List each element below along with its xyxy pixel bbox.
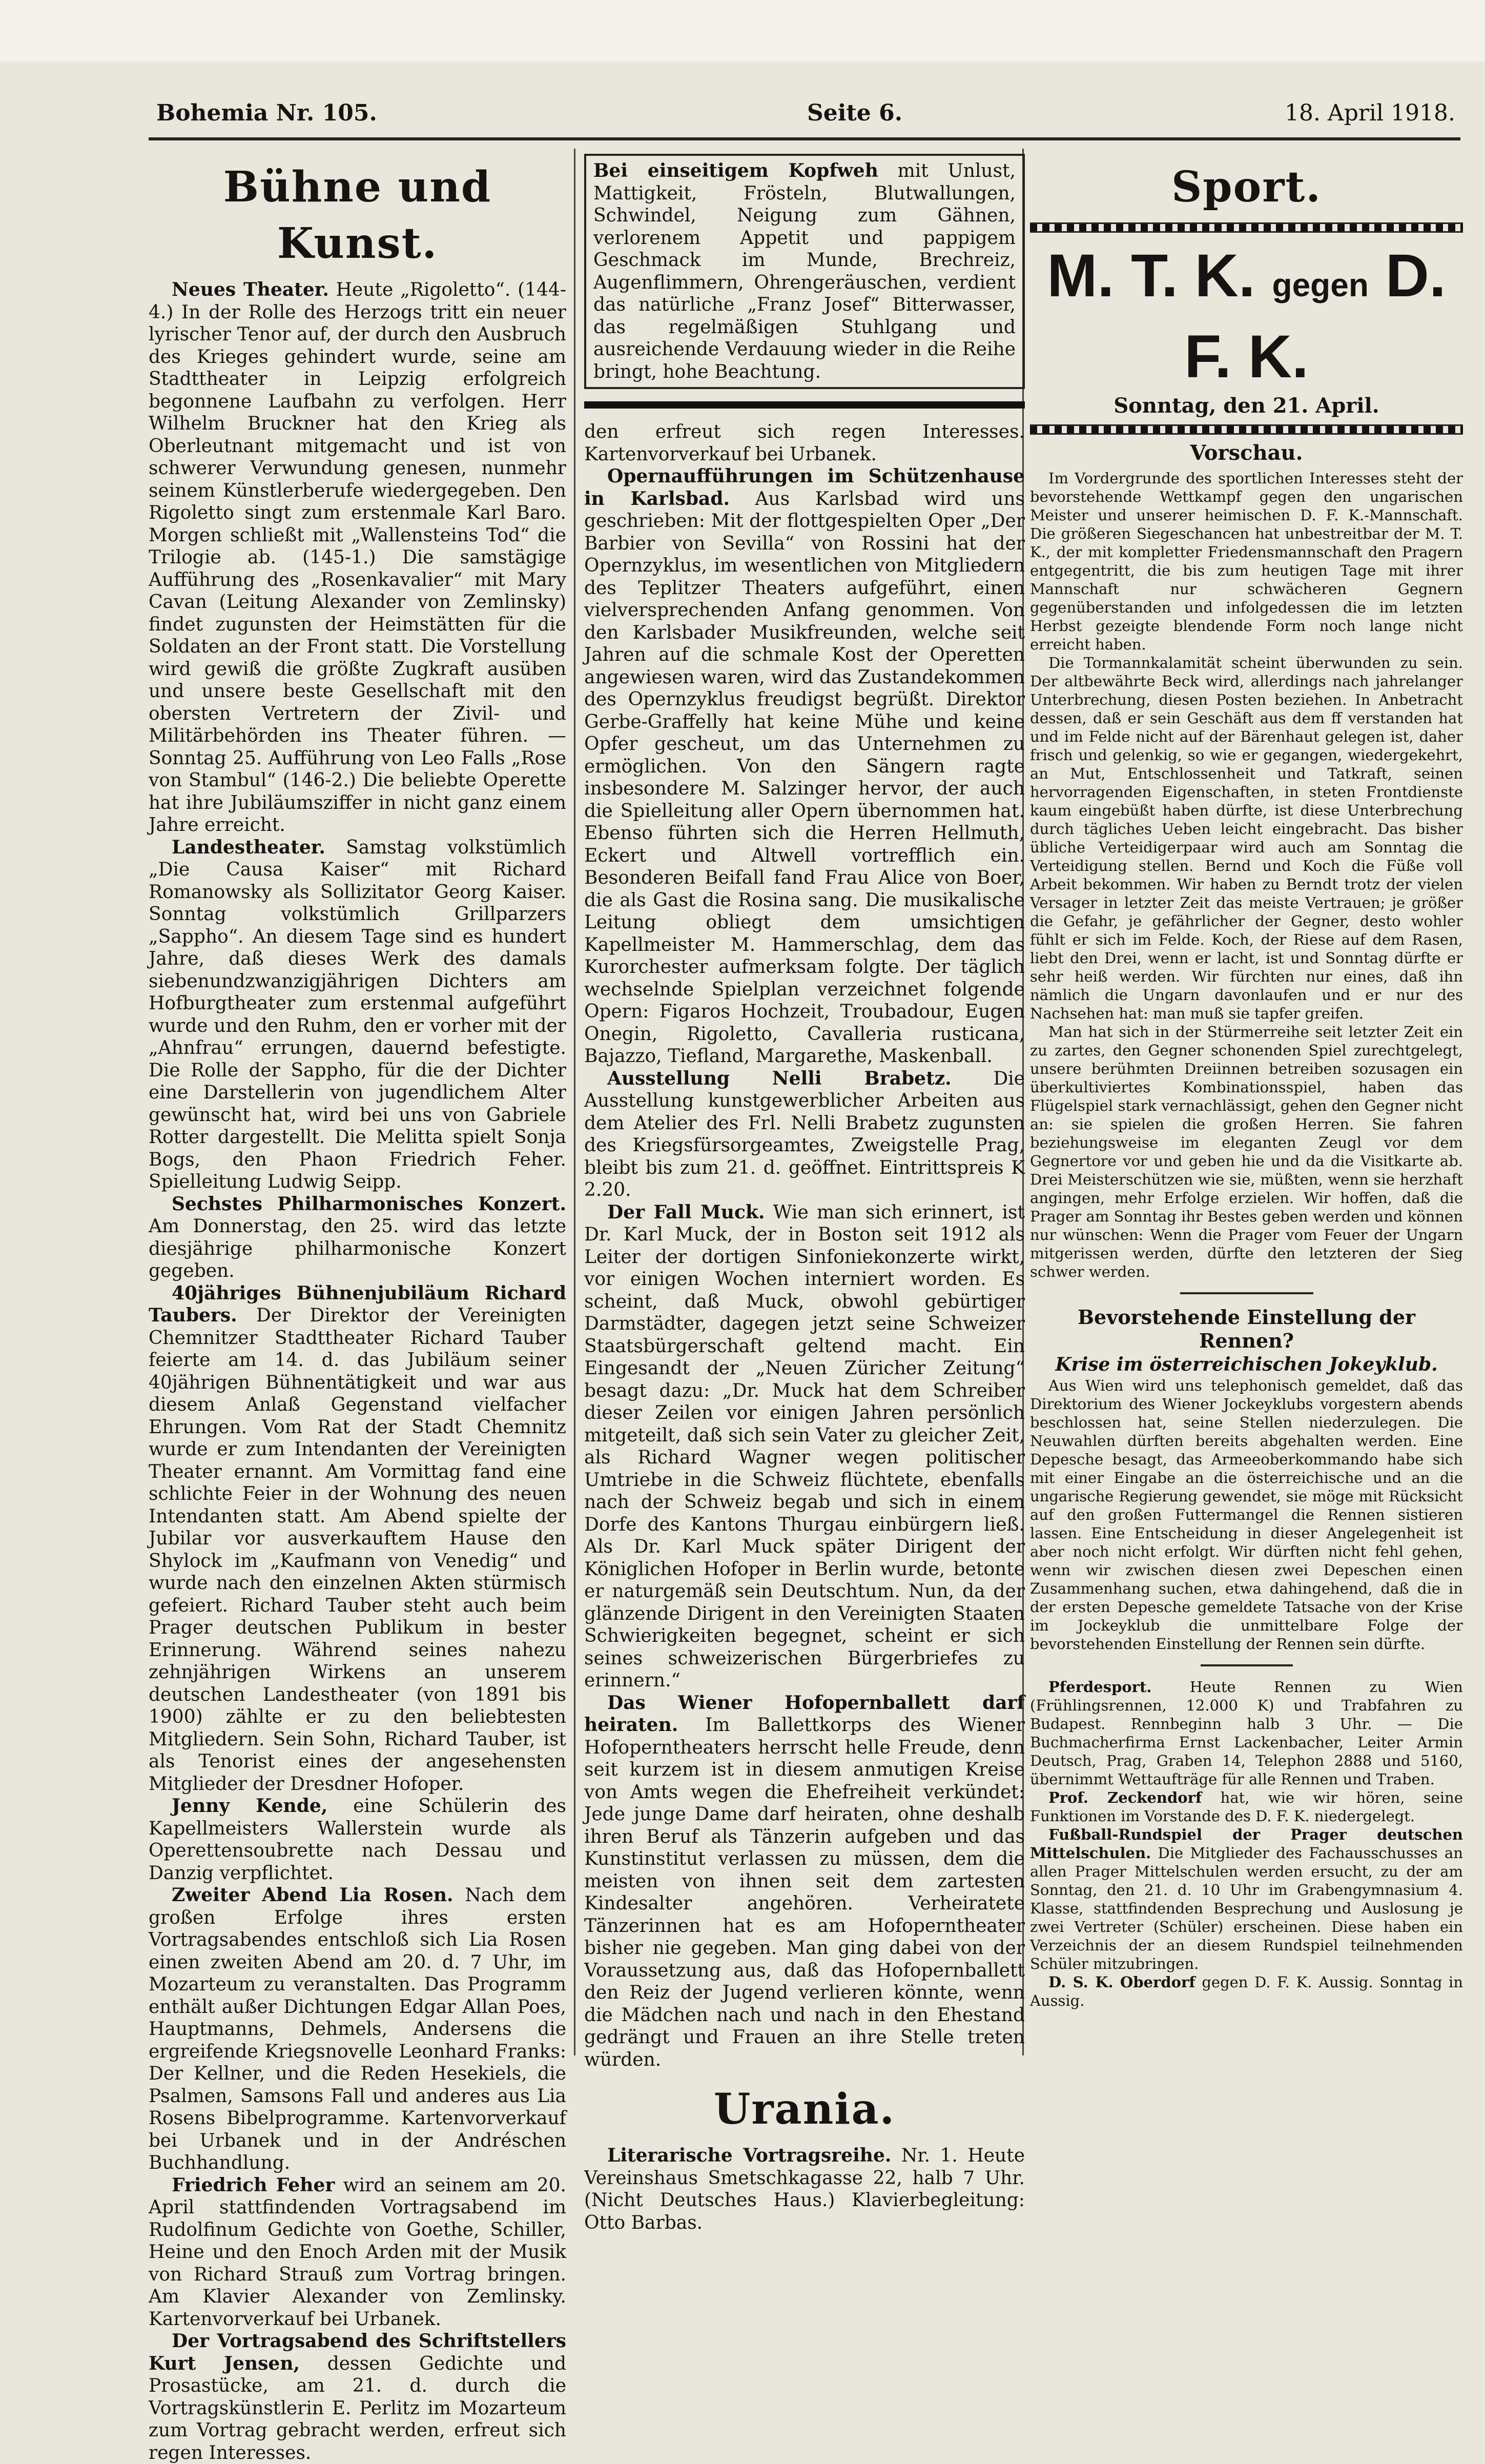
team-away: D. F. K. bbox=[1184, 242, 1446, 391]
note bbox=[1030, 1678, 1463, 1788]
page-header bbox=[156, 100, 1455, 136]
preview-text bbox=[1030, 469, 1463, 1281]
paragraph: Die Tormannkalamität scheint überwunden zu sein. Der altbewährte Beck wird, allerdings nach jahrelanger Unterbrechung, diesen Posten beziehen. In Anbetracht dessen, daß er sein Geschäft aus dem ff verstanden hat und im Felde nicht auf der Bärenhaut gelegen ist, daher frisch und gelenkig, so wie er gegangen, wiedergekehrt, an Mut, Entschlossenheit und Tatkraft, seinen hervorragenden Eigenschaften, in steten Frontdienste kaum eingebüßt haben dürfte, ist diese Unterbrechung durch tägliches Ueben leicht eingebracht. Das bisher übliche Verteidigerpaar wird auch am Sonntag die Verteidigung stellen. Bernd und Koch die Füße voll Arbeit bekommen. Wir haben zu Berndt trotz der vielen Versager in letzter Zeit das meiste Vertrauen; je größer die Gefahr, je gefährlicher der Gegner, desto wohler fühlt er sich im Felde. Koch, der Riese auf dem Rasen, liebt den Drei, wenn er lacht, ist und Sonntag dürfte er sehr heiß werden. Wir fürchten nur eines, daß ihn nämlich die Ungarn davonlaufen und er nur des Nachsehen hat: man muß sie tapfer greifen. bbox=[1030, 654, 1463, 1022]
article-text: Heute „Rigoletto“. (144-4.) In der Rolle des Herzogs tritt ein neuer lyrischer Tenor auf, der durch den Ausbruch des Krieges gehindert wurde, seine am Stadttheater in Leipzig erfolgreich begonnene Laufbahn zu verfolgen. Herr Wilhelm Bruckner hat den Krieg als Oberleutnant mitgemacht und ist von schwerer Verwundung genesen, nunmehr seinem Künstlerberufe wiedergegeben. Den Rigoletto singt zum erstenmale Karl Baro. Morgen schließt mit „Wallensteins Tod“ die Trilogie ab. (145-1.) Die samstägige Aufführung des „Rosenkavalier“ mit Mary Cavan (Leitung Alexander von Zemlinsky) findet zugunsten der Heimstätten für die Soldaten an der Front statt. Die Vorstellung wird gewiß die größte Zugkraft ausüben und unsere beste Gesellschaft mit den obersten Vertretern der Zivil- und Militärbehörden ins Theater führen. — Sonntag 25. Aufführung von Leo Falls „Rose von Stambul“ (146-2.) Die beliebte Operette hat ihre Jubiläumsziffer in nicht ganz einem Jahre erreicht. bbox=[149, 279, 566, 836]
article-title: Bevorstehende Einstellung der Rennen? bbox=[1077, 1306, 1416, 1352]
article-heading: Friedrich Feher bbox=[172, 2174, 335, 2196]
article-subtitle: Krise im österreichischen Jokeyklub. bbox=[1055, 1354, 1438, 1375]
ad-text: mit Unlust, Mattigkeit, Frösteln, Blutwallungen, Schwindel, Neigung zum Gähnen, verlorenem Appetit und pappigem Geschmack im Munde, Brechreiz, Augenflimmern, Ohrengeräuschen, verdient das natürliche „Franz Josef“ Bitterwasser, das regelmäßigen Stuhlgang und ausreichende Verdauung wieder in die Reihe bringt, hohe Beachtung. bbox=[593, 160, 1016, 382]
article bbox=[584, 1202, 1025, 1692]
versus-label: gegen bbox=[1272, 267, 1369, 303]
note-heading: Fußball-Rundspiel der Prager deutschen Mittelschulen. bbox=[1030, 1826, 1463, 1862]
header-page-number: Seite 6. bbox=[807, 100, 903, 126]
article-text: Aus Karlsbad wird uns geschrieben: Mit der flottgespielten Oper „Der Barbier von Sevilla“ von Rossini hat der Opernzyklus, im wesentlichen von Mitgliedern des Teplitzer Theaters aufgeführt, einen vielversprechenden Anfang genommen. Von den Karlsbader Musikfreunden, welche seit Jahren auf die schmale Kost der Operetten angewiesen waren, wird das Zustandekommen des Opernzyklus freudigst begrüßt. Direktor Gerbe-Graffelly hat keine Mühe und keine Opfer gescheut, um das Unternehmen zu ermöglichen. Von den Sängern ragte insbesondere M. Salzinger hervor, der auch die Spielleitung aller Opern übernommen hat. Ebenso führten sich die Herren Hellmuth, Eckert und Altwell vortrefflich ein. Besonderen Beifall fand Frau Alice von Boer, die als Gast die Rosina sang. Die musikalische Leitung obliegt dem umsichtigen Kapellmeister M. Hammerschlag, dem das Kurorchester aufmerksam folgte. Der täglich wechselnde Spielplan verzeichnet folgende Opern: Figaros Hochzeit, Troubadour, Eugen Onegin, Rigoletto, Cavalleria rusticana, Bajazzo, Tiefland, Margarethe, Maskenball. bbox=[584, 488, 1025, 1067]
note-text: gegen D. F. K. Aussig. Sonntag in Aussig. bbox=[1030, 1973, 1463, 2009]
article-heading: Das Wiener Hofopernballett darf heiraten. bbox=[584, 1692, 1025, 1736]
article bbox=[149, 837, 566, 1193]
ornamental-rule bbox=[1030, 424, 1463, 435]
article bbox=[584, 465, 1025, 1068]
paragraph: Man hat sich in der Stürmerreihe seit letzter Zeit ein zu zartes, den Gegner schonenden Spiel zurechtgelegt, unsere berühmten Dreiinnen betreiben sozusagen ein überkultiviertes Kombinationsspiel, haben das Flügelspiel stark vernachlässigt, gehen den Gegner nicht an: sie spielen die großen Herren. Sie fahren beziehungsweise im eleganten Zeugl vor dem Gegnertore vor und geben hie und da die Visitkarte ab. Drei Meisterschützen wie sie, müßten, wenn sie herzhaft angingen, mehr Erfolge erzielen. Wir hoffen, daß die Prager am Sonntag ihr Bestes geben werden und können nur wünschen: Wenn die Prager vom Feuer der Ungarn mitgerissen werden, dürfte den letzteren der Sieg schwer werden. bbox=[1030, 1023, 1463, 1280]
header-rule bbox=[149, 137, 1460, 140]
divider bbox=[1201, 1664, 1293, 1666]
article bbox=[149, 1795, 566, 1884]
match-announcement bbox=[1030, 240, 1463, 393]
note bbox=[1030, 1825, 1463, 1973]
section-title: Bühne und Kunst. bbox=[223, 162, 492, 268]
article-text: Nach dem großen Erfolge ihres ersten Vortragsabendes entschloß sich Lia Rosen einen zweiten Abend am 20. d. 7 Uhr, im Mozarteum zu veranstalten. Das Programm enthält außer Dichtungen Edgar Allan Poes, Hauptmanns, Dehmels, Andersens die ergreifende Kriegsnovelle Leonhard Franks: Der Kellner, und die Reden Hesekiels, die Psalmen, Samsons Fall und anderes aus Lia Rosens Bibelprogramme. Kartenvorverkauf bei Urbanek und in der Andréschen Buchhandlung. bbox=[149, 1885, 566, 2173]
article-text: Im Ballettkorps des Wiener Hofoperntheaters herrscht helle Freude, denn seit kurzem ist in diesem anmutigen Kreise von Amts wegen die Ehefreiheit verkündet: Jede junge Dame darf heiraten, ohne deshalb ihren Beruf als Tänzerin aufgeben und das Kunstinstitut verlassen zu müssen, dem die meisten von ihnen seit dem zartesten Kindesalter angehören. Verheiratete Tänzerinnen hat es am Hofoperntheater bisher nie gegeben. Man ging dabei von der Voraussetzung aus, daß das Hofopernballett den Reiz der Jugend verlieren könnte, wenn die Mädchen nach und nach in den Ehestand gedrängt und Frauen an ihre Stelle treten würden. bbox=[584, 1715, 1025, 2070]
article-heading: Ausstellung Nelli Brabetz. bbox=[607, 1067, 952, 1089]
ad-heading: Bei einseitigem Kopfweh bbox=[593, 160, 878, 181]
article-body bbox=[1030, 1376, 1463, 1653]
article bbox=[149, 1193, 566, 1282]
article bbox=[149, 2330, 566, 2464]
article-text: eine Schülerin des Kapellmeisters Wallerstein wurde als Operettensoubrette nach Dessau und Danzig verpflichtet. bbox=[149, 1796, 566, 1884]
column-divider bbox=[574, 149, 575, 2055]
article-heading: Der Vortragsabend des Schriftstellers Kurt Jensen, bbox=[149, 2330, 566, 2374]
article-heading: Landestheater. bbox=[172, 836, 325, 858]
note-text: Heute Rennen zu Wien (Frühlingsrennen, 12.000 K) und Trabfahren zu Budapest. Rennbeginn halb 3 Uhr. — Die Buchmacherfirma Ernst Lackenbacher, Leiter Armin Deutsch, Prag, Graben 14, Telephon 2888 und 5160, übernimmt Wettaufträge für alle Rennen und Traben. bbox=[1030, 1678, 1463, 1788]
column-middle bbox=[584, 149, 1025, 2233]
note-text: hat, wie wir hören, seine Funktionen im Vorstande des D. F. K. niedergelegt. bbox=[1030, 1789, 1463, 1825]
short-notes bbox=[1030, 1678, 1463, 2010]
article-text: Samstag volkstümlich „Die Causa Kaiser“ mit Richard Romanowsky als Sollizitator Georg Kaiser. Sonntag volkstümlich Grillparzers „Sappho“. An diesem Tage sind es hundert Jahre, daß dieses Werk des damals siebenundzwanzigjährigen Dichters am Hofburgtheater zum erstenmal aufgeführt wurde und den Ruhm, den er vorher mit der „Ahnfrau“ errungen, dauernd befestigte. Die Rolle der Sappho, für die der Dichter eine Darstellerin von jugendlichem Alter gewünscht hat, wird bei uns von Gabriele Rotter dargestellt. Die Melitta spielt Sonja Bogs, den Phaon Friedrich Feher. Spielleitung Ludwig Seipp. bbox=[149, 837, 566, 1192]
article-text: Am Donnerstag, den 25. wird das letzte diesjährige philharmonische Konzert gegeben. bbox=[149, 1216, 566, 1281]
article bbox=[584, 1692, 1025, 2071]
note bbox=[1030, 1788, 1463, 1825]
article-heading: Opernaufführungen im Schützenhause in Karlsbad. bbox=[584, 465, 1025, 510]
header-issue: Bohemia Nr. 105. bbox=[156, 100, 377, 126]
note bbox=[1030, 1973, 1463, 2010]
article bbox=[149, 279, 566, 837]
article-heading: Zweiter Abend Lia Rosen. bbox=[172, 1884, 453, 1906]
article-heading: Literarische Vortragsreihe. bbox=[607, 2145, 892, 2166]
article-text: Wie man sich erinnert, ist Dr. Karl Muck, der in Boston seit 1912 als Leiter der dortigen Sinfoniekonzerte wirkt, vor einigen Wochen interniert worden. Es scheint, daß Muck, obwohl gebürtiger Darmstädter, dagegen jetzt seine Schweizer Staatsbürgerschaft geltend macht. Ein Eingesandt der „Neuen Züricher Zeitung“ besagt dazu: „Dr. Muck hat dem Schreiber dieser Zeilen vor einigen Jahren persönlich mitgeteilt, daß sich sein Vater zu gleicher Zeit, als Richard Wagner wegen politischer Umtriebe in die Schweiz flüchtete, ebenfalls nach der Schweiz begab und sich in einem Dorfe des Kantons Thurgau einbürgern ließ. Als Dr. Karl Muck später Dirigent der Königlichen Hofoper in Berlin wurde, betonte er naturgemäß sein Deutschtum. Nun, da der glänzende Dirigent in den Vereinigten Staaten Schwierigkeiten begegnet, scheint er sich seines schweizerischen Bürgerbriefes zu erinnern.“ bbox=[584, 1202, 1025, 1691]
heavy-rule bbox=[584, 401, 1025, 409]
scan-margin bbox=[0, 0, 1485, 62]
paragraph: Aus Wien wird uns telephonisch gemeldet, daß das Direktorium des Wiener Jockeyklubs vorgestern abends beschlossen hat, seine Stellen niederzulegen. Die Neuwahlen dürften bereits abgehalten werden. Eine Depesche besagt, das Armeeoberkommando habe sich mit einer Eingabe an die österreichische und an die ungarische Regierung gewendet, sie möge mit Rücksicht auf den großen Futtermangel die Rennen sistieren lassen. Eine Entscheidung in dieser Angelegenheit ist aber noch nicht erfolgt. Wir dürften nicht fehl gehen, wenn wir zwischen diesen zwei Depeschen einen Zusammenhang suchen, etwa dahingehend, daß die in der ersten Depesche gemeldete Tatsache von der Krise im Jockeyklub die unmittelbare Folge der bevorstehenden Einstellung der Rennen sein dürfte. bbox=[1030, 1377, 1463, 1653]
article-heading: Der Fall Muck. bbox=[607, 1201, 765, 1223]
section-title: Sport. bbox=[1171, 162, 1322, 212]
note-heading: Prof. Zeckendorf bbox=[1048, 1789, 1202, 1806]
team-home: M. T. K. bbox=[1047, 242, 1255, 310]
article-heading: Sechstes Philharmonisches Konzert. bbox=[172, 1193, 566, 1215]
article bbox=[149, 2174, 566, 2331]
article-heading: Jenny Kende, bbox=[172, 1795, 328, 1817]
advertisement-box bbox=[584, 154, 1025, 389]
subsection-title: Vorschau. bbox=[1190, 440, 1303, 465]
note-heading: Pferdesport. bbox=[1048, 1678, 1152, 1696]
column-buehne-und-kunst bbox=[149, 149, 567, 2463]
article-heading: Neues Theater. bbox=[172, 279, 329, 300]
article-text: wird an seinem am 20. April stattfindenden Vortragsabend im Rudolfinum Gedichte von Goethe, Schiller, Heine und den Enoch Arden mit der Musik von Richard Strauß zum Vortrag bringen. Am Klavier Alexander von Zemlinsky. Kartenvorverkauf bei Urbanek. bbox=[149, 2174, 567, 2330]
note-heading: D. S. K. Oberdorf bbox=[1048, 1973, 1195, 1991]
divider bbox=[1180, 1292, 1313, 1294]
article bbox=[584, 2145, 1025, 2234]
note-text: Die Mitglieder des Fachausschusses an allen Prager Mittelschulen werden ersucht, zu der am Sonntag, den 21. d. 10 Uhr im Grabengymnasium 4. Klasse, stattfindenden Besprechung und Auslosung je zwei Vertreter (Schüler) erscheinen. Diese haben ein Verzeichnis der an diesem Rundspiel teilnehmenden Schüler mitzubringen. bbox=[1030, 1844, 1463, 1972]
article-text: dessen Gedichte und Prosastücke, am 21. d. durch die Vortragskünstlerin E. Perlitz im Mozarteum zum Vortrag gebracht werden, erfreut sich regen Interesses. bbox=[149, 2353, 566, 2463]
article bbox=[149, 1884, 566, 2174]
article bbox=[584, 1068, 1025, 1202]
paragraph: Im Vordergrunde des sportlichen Interesses steht der bevorstehende Wettkampf gegen den ungarischen Meister und unserer heimischen D. F. K.-Mannschaft. Die größeren Siegeschancen hat unbestreitbar der M. T. K., der mit kompletter Friedensmannschaft den Pragern entgegentritt, die bis zum heutigen Tage mit ihrer Mannschaft nur schwächeren Gegnern gegenüberstanden und infolgedessen die im letzten Herbst gezeigte blendende Form noch lange nicht erreicht haben. bbox=[1030, 470, 1463, 653]
article-heading: 40jähriges Bühnenjubiläum Richard Taubers. bbox=[149, 1282, 566, 1326]
header-date: 18. April 1918. bbox=[1284, 100, 1455, 126]
match-date: Sonntag, den 21. April. bbox=[1113, 394, 1379, 418]
ornamental-rule bbox=[1030, 222, 1463, 233]
article-text: Der Direktor der Vereinigten Chemnitzer Stadttheater Richard Tauber feierte am 14. d. das Jubiläum seiner 40jährigen Bühnentätigkeit und war aus diesem Anlaß Gegenstand vielfacher Ehrungen. Vom Rat der Stadt Chemnitz wurde er zum Intendanten der Vereinigten Theater ernannt. Am Vormittag fand eine schlichte Feier in der Wohnung des neuen Intendanten statt. Am Abend spielte der Jubilar vor ausverkauftem Hause den Shylock im „Kaufmann von Venedig“ und wurde nach den einzelnen Akten stürmisch gefeiert. Richard Tauber steht auch beim Prager deutschen Publikum in bester Erinnerung. Während seines nahezu zehnjährigen Wirkens an unserem deutschen Landestheater (von 1891 bis 1900) zählte er zu den beliebtesten Mitgliedern. Sein Sohn, Richard Tauber, ist als Tenorist eines der angesehensten Mitglieder der Dresdner Hofoper. bbox=[149, 1305, 566, 1795]
article-text: Die Ausstellung kunstgewerblicher Arbeiten aus dem Atelier des Frl. Nelli Brabetz zugunsten des Kriegsfürsorgeamtes, Zweigstelle Prag, bleibt bis zum 21. d. geöffnet. Eintrittspreis K 2.20. bbox=[584, 1068, 1025, 1200]
continued-text: den erfreut sich regen Interesses. Kartenvorverkauf bei Urbanek. bbox=[584, 421, 1025, 465]
article-text: Nr. 1. Heute Vereinshaus Smetschkagasse 22, halb 7 Uhr. (Nicht Deutsches Haus.) Klavierbegleitung: Otto Barbas. bbox=[584, 2145, 1025, 2233]
section-title-urania: Urania. bbox=[713, 2085, 896, 2134]
article bbox=[149, 1282, 566, 1796]
column-sport bbox=[1030, 149, 1463, 2055]
